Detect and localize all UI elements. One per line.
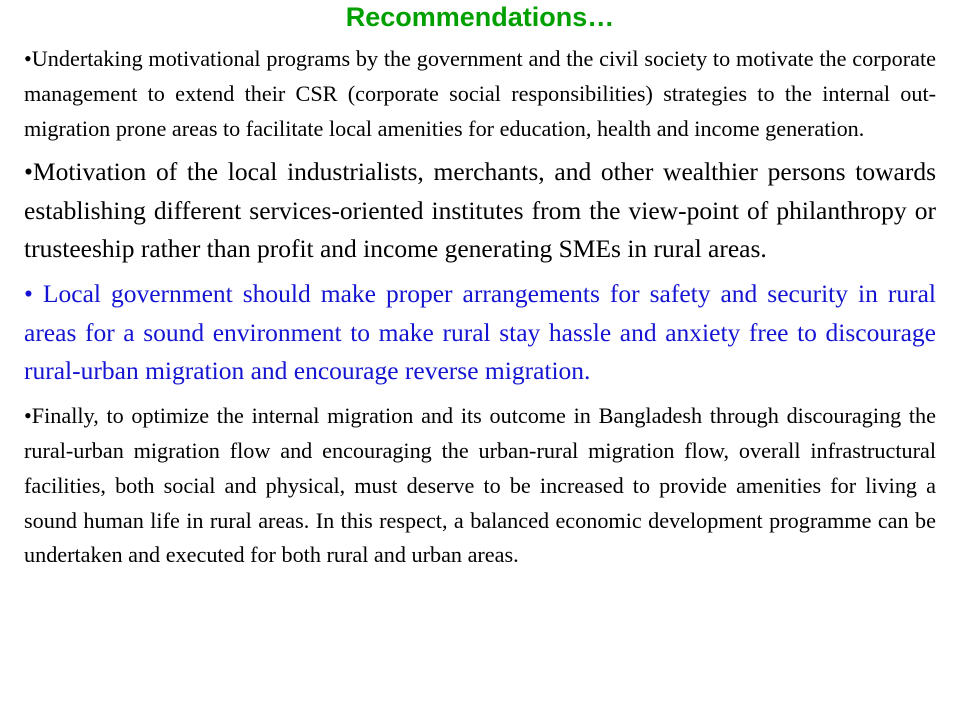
slide-title: Recommendations… [345, 2, 615, 32]
slide-body [24, 42, 936, 573]
recommendation-paragraph-1: •Undertaking motivational programs by the government and the civil society to motivate the corporate management to extend their CSR (corporate social responsibilities) strategies to the internal out-migration prone areas to facilitate local amenities for education, health and income generation. [24, 46, 936, 141]
recommendation-paragraph-4: •Finally, to optimize the internal migration and its outcome in Bangladesh through discouraging the rural-urban migration flow and encouraging the urban-rural migration flow, overall infrastructural facilities, both social and physical, must deserve to be increased to provide amenities for living a sound human life in rural areas. In this respect, a balanced economic development programme can be undertaken and executed for both rural and urban areas. [24, 403, 936, 568]
recommendation-paragraph-2: •Motivation of the local industrialists, merchants, and other wealthier persons towards establishing different services-oriented institutes from the view-point of philanthropy or trusteeship rather than profit and income generating SMEs in rural areas. [24, 157, 936, 263]
recommendation-paragraph-3: • Local government should make proper arrangements for safety and security in rural areas for a sound environment to make rural stay hassle and anxiety free to discourage rural-urban migration and encourage reverse migration. [24, 279, 936, 385]
